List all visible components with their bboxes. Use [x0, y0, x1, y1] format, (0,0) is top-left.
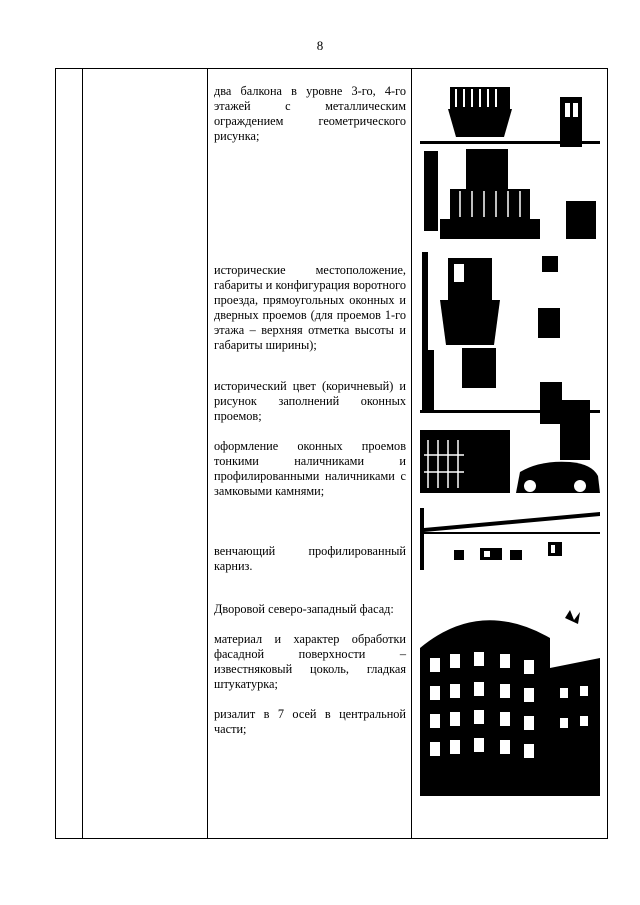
paragraph: два балкона в уровне 3-го, 4-го этажей с металлическим ограждением геометрического рисунка;: [214, 84, 406, 143]
paragraph: исторические местоположение, габариты и конфигурация воротного проезда, прямоугольных оконных и дверных проемов (для проемов 1-го этажа – верхняя отметка высоты и габариты ширины);: [214, 263, 406, 352]
balcony-photo-icon: [420, 79, 600, 239]
text-block: [214, 263, 406, 353]
table-top-border: [55, 68, 608, 69]
text-block: [214, 602, 406, 617]
column-divider: [411, 68, 412, 839]
text-block: [214, 439, 406, 499]
text-block: [214, 544, 406, 574]
column-divider: [207, 68, 208, 839]
column-divider: [82, 68, 83, 839]
page-number: 8: [316, 38, 324, 53]
paragraph: венчающий профилированный карниз.: [214, 544, 406, 573]
paragraph: оформление оконных проемов тонкими наличниками и профилированными наличниками с замковыми камнями;: [214, 439, 406, 498]
text-block: [214, 379, 406, 424]
text-block: [214, 84, 406, 144]
paragraph: исторический цвет (коричневый) и рисунок заполнений оконных проемов;: [214, 379, 406, 423]
paragraph: ризалит в 7 осей в центральной части;: [214, 707, 406, 736]
column-divider: [55, 68, 56, 839]
table-bottom-border: [55, 838, 608, 839]
facade-photo-icon: [420, 250, 600, 493]
paragraph: материал и характер обработки фасадной поверхности – известняковый цоколь, гладкая штукатурка;: [214, 632, 406, 691]
text-block: [214, 632, 406, 692]
courtyard-photo-icon: [420, 608, 600, 796]
text-block: [214, 707, 406, 737]
section-heading: Дворовой северо-западный фасад:: [214, 602, 394, 616]
column-divider: [607, 68, 608, 839]
cornice-photo-icon: [420, 508, 600, 570]
